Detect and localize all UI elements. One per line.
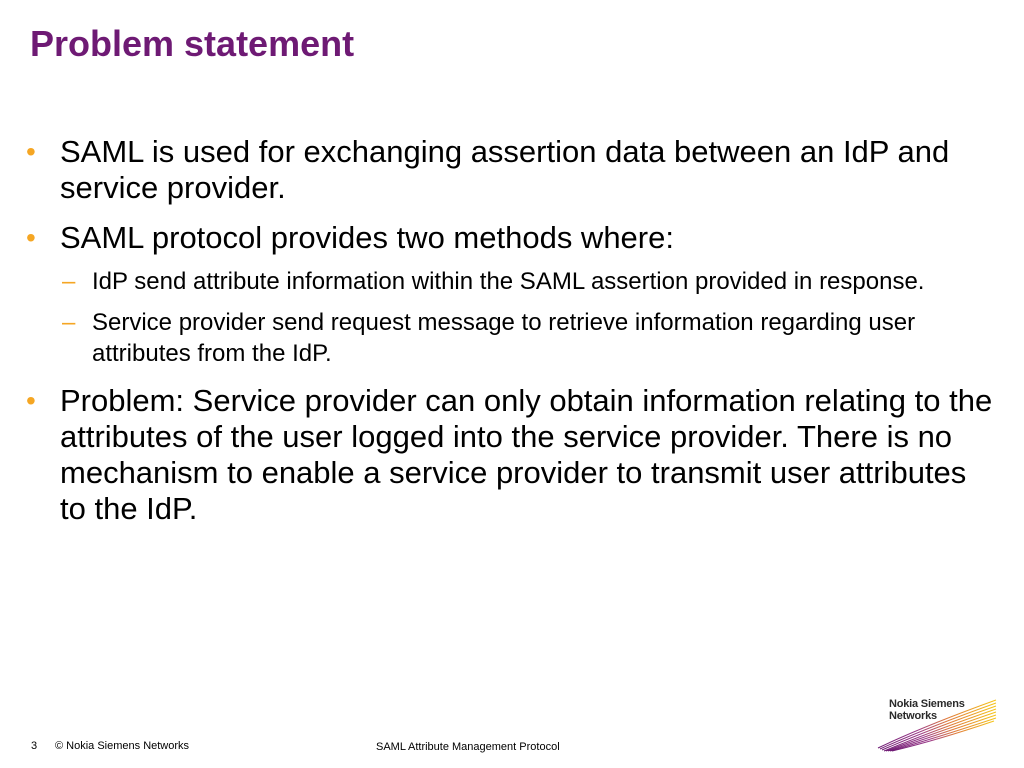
sub-bullet-text: IdP send attribute information within the SAML assertion provided in response. xyxy=(92,268,925,295)
bullet-item xyxy=(24,220,1000,369)
page-number: 3 xyxy=(31,740,38,752)
bullet-item xyxy=(24,134,1000,206)
sub-bullet-list xyxy=(60,266,1000,369)
bullet-text: Problem: Service provider can only obtain information relating to the attributes of the user logged into the service provider. There is no mechanism to enable a service provider to transmit user attributes to the IdP. xyxy=(60,383,993,526)
sub-bullet-text: Service provider send request message to retrieve information regarding user attributes from the IdP. xyxy=(92,309,916,367)
bullet-list xyxy=(24,134,1000,541)
bullet-text: SAML is used for exchanging assertion data between an IdP and service provider. xyxy=(60,134,950,205)
logo-wordmark xyxy=(889,698,965,722)
sub-bullet-item xyxy=(60,266,1000,297)
footer-presentation-title: SAML Attribute Management Protocol xyxy=(376,741,560,753)
logo-line-2: Networks xyxy=(889,710,937,722)
logo-line-1: Nokia Siemens xyxy=(889,698,965,710)
bullet-marker: • xyxy=(26,136,36,167)
bullet-marker: • xyxy=(26,222,36,253)
slide-title: Problem statement xyxy=(30,23,355,64)
footer-copyright: © Nokia Siemens Networks xyxy=(55,740,190,752)
sub-bullet-marker: – xyxy=(62,268,76,295)
sub-bullet-item xyxy=(60,307,1000,369)
company-logo xyxy=(874,696,1000,752)
sub-bullet-marker: – xyxy=(62,309,76,336)
bullet-marker: • xyxy=(26,385,36,416)
bullet-item xyxy=(24,383,1000,527)
bullet-text: SAML protocol provides two methods where: xyxy=(60,220,674,255)
